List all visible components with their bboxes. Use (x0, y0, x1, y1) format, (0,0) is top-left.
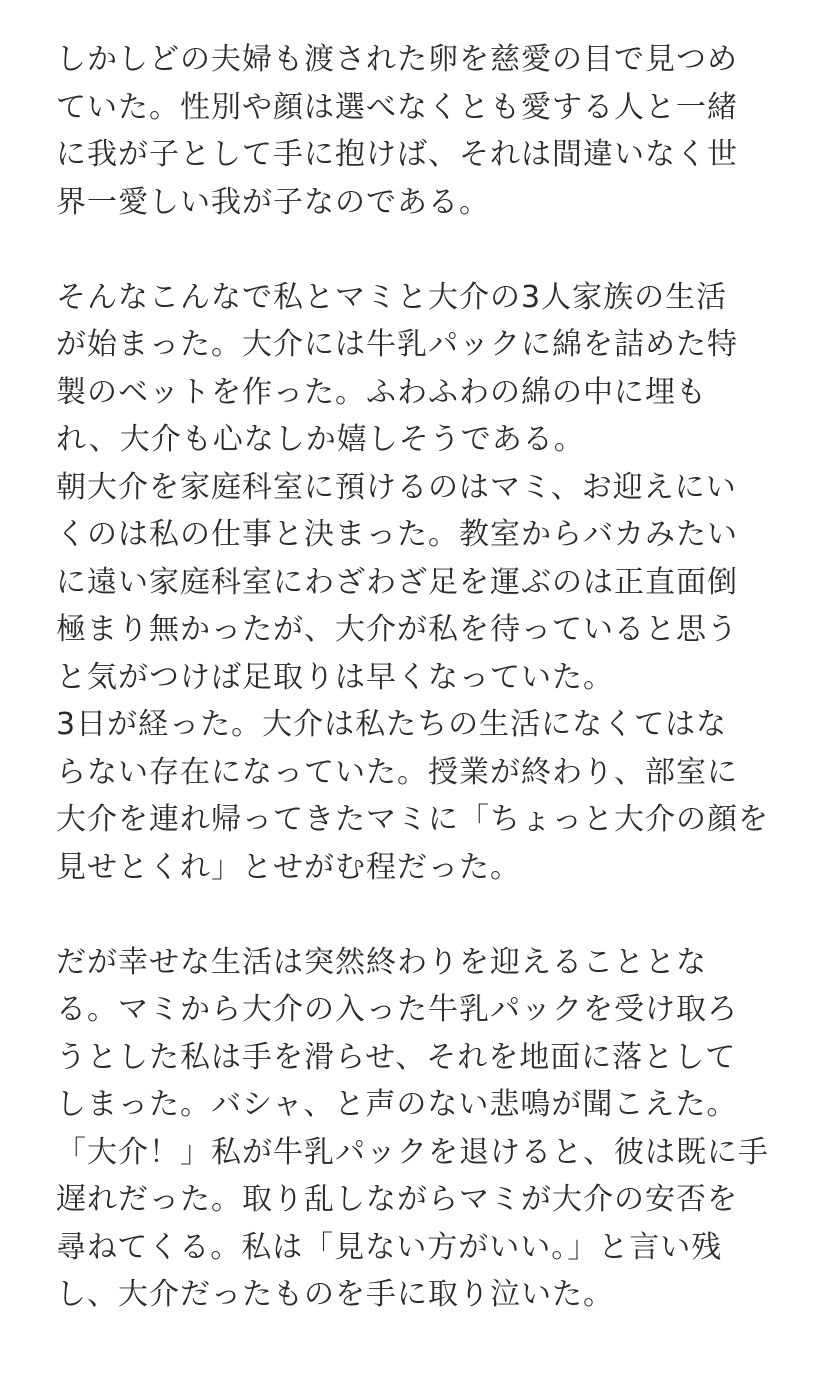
text-line: し、大介だったものを手に取り泣いた。 (56, 1277, 614, 1312)
paragraph-3 (56, 939, 796, 1319)
paragraph-2 (56, 274, 796, 892)
text-line: る。マミから大介の入った牛乳パックを受け取ろ (56, 992, 738, 1027)
paragraph-gap (56, 226, 796, 274)
text-line: 大介を連れ帰ってきたマミに「ちょっと大介の顔を (56, 802, 769, 837)
text-line: しかしどの夫婦も渡された卵を慈愛の目で見つめ (56, 42, 738, 77)
text-line: に我が子として手に抱けば、それは間違いなく世 (56, 137, 738, 172)
text-line: が始まった。大介には牛乳パックに綿を詰めた特 (56, 327, 738, 362)
text-line: くのは私の仕事と決まった。教室からバカみたい (56, 517, 738, 552)
text-line: だが幸せな生活は突然終わりを迎えることとな (56, 944, 707, 980)
text-line: しまった。バシャ、と声のない悲鳴が聞こえた。 (56, 1087, 738, 1122)
text-line: と気がつけば足取りは早くなっていた。 (56, 659, 614, 695)
text-line: 製のベットを作った。ふわふわの綿の中に埋も (56, 374, 707, 410)
text-line: 「大介！」私が牛乳パックを退けると、彼は既に手 (56, 1134, 769, 1170)
text-line: 3日が経った。大介は私たちの生活になくてはな (56, 707, 728, 742)
text-line: れ、大介も心なしか嬉しそうである。 (56, 422, 585, 457)
text-line: 見せとくれ」とせがむ程だった。 (56, 849, 521, 885)
text-line: うとした私は手を滑らせ、それを地面に落として (56, 1039, 737, 1075)
paragraph-1 (56, 36, 796, 226)
text-line: 界一愛しい我が子なのである。 (56, 184, 490, 220)
text-line: らない存在になっていた。授業が終わり、部室に (56, 754, 738, 790)
text-line: 極まり無かったが、大介が私を待っていると思う (56, 612, 738, 647)
paragraph-gap (56, 891, 796, 939)
text-line: 遅れだった。取り乱しながらマミが大介の安否を (56, 1182, 738, 1217)
text-line: に遠い家庭科室にわざわざ足を運ぶのは正直面倒 (56, 564, 738, 600)
text-line: 朝大介を家庭科室に預けるのはマミ、お迎えにい (56, 469, 737, 505)
text-line: 尋ねてくる。私は「見ない方がいい。」と言い残 (56, 1229, 723, 1265)
story-text (56, 36, 796, 1319)
text-line: そんなこんなで私とマミと大介の3人家族の生活 (56, 279, 728, 315)
text-line: ていた。性別や顔は選べなくとも愛する人と一緒 (56, 89, 738, 125)
